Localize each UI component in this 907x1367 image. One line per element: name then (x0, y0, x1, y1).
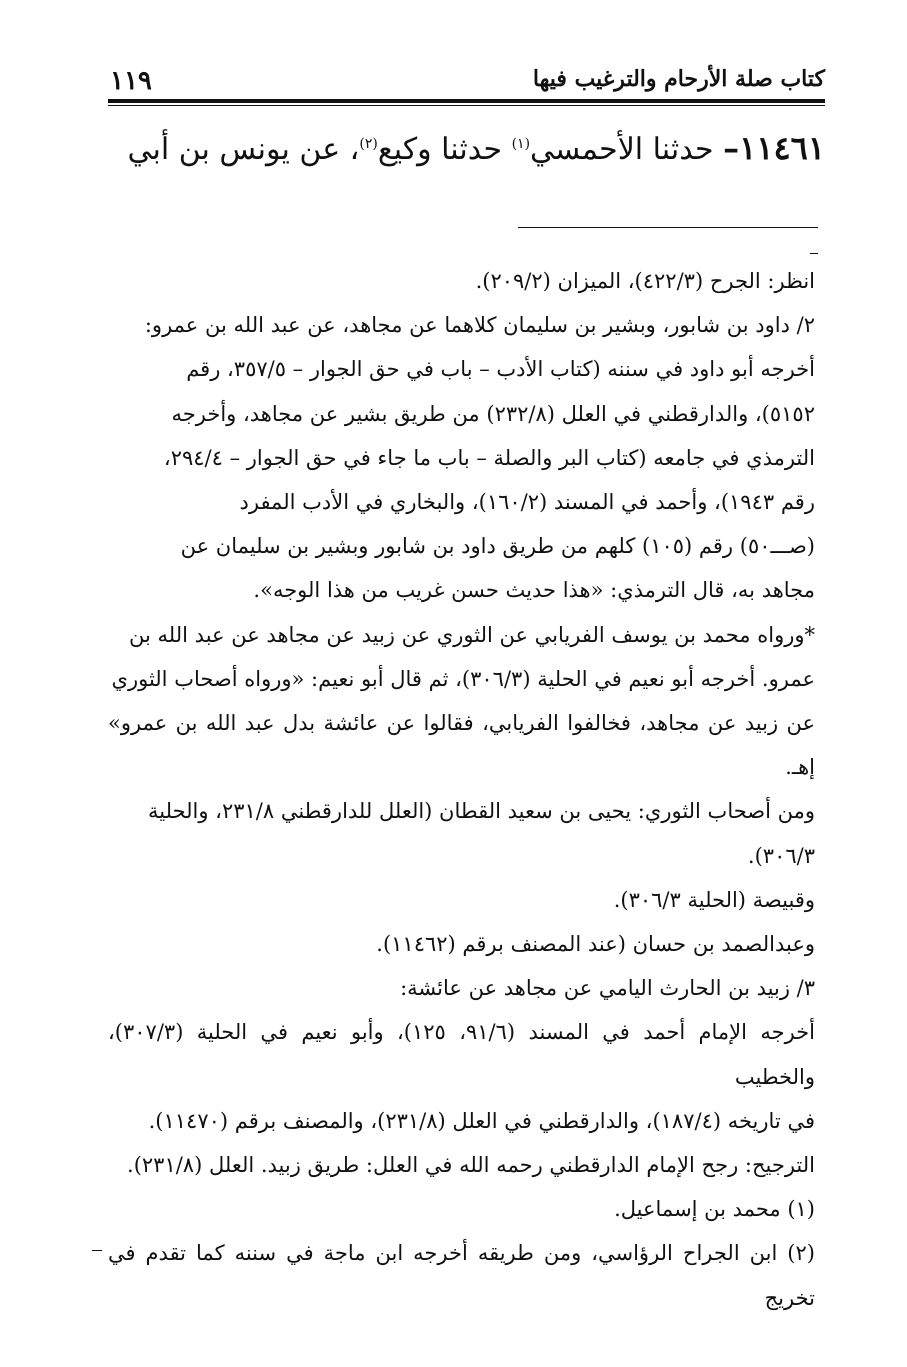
hadith-text-part2: حدثنا وكيع (377, 132, 503, 167)
footnote-line: الترجيح: رجح الإمام الدارقطني رحمه الله في العلل: طريق زبيد. العلل (٢٣١/٨). (127, 1153, 815, 1178)
footnote-line: رقم ١٩٤٣)، وأحمد في المسند (١٦٠/٢)، والبخاري في الأدب المفرد (239, 490, 815, 515)
margin-mark (92, 1250, 102, 1251)
footnote-line: (صـــ٥٠) رقم (١٠٥) كلهم من طريق داود بن شابور وبشير بن سليمان عن (180, 534, 815, 559)
header-rule (108, 99, 825, 103)
footnote-line: مجاهد به، قال الترمذي: «هذا حديث حسن غريب من هذا الوجه». (253, 578, 815, 603)
footnote-line: أخرجه الإمام أحمد في المسند (٩١/٦، ١٢٥)، وأبو نعيم في الحلية (٣٠٧/٣)، والخطيب (108, 1020, 815, 1089)
footnote-ref-1: (١) (511, 136, 531, 152)
footnote-line: الترمذي في جامعه (كتاب البر والصلة – باب ما جاء في حق الجوار – ٢٩٤/٤، (163, 445, 815, 470)
footnote-line: (٢) ابن الجراح الرؤاسي، ومن طريقه أخرجه ابن ماجة في سننه كما تقدم في تخريج (108, 1241, 815, 1310)
hadith-number: ١١٤٦١– (723, 129, 825, 167)
running-header (110, 66, 825, 98)
hadith-text-part1: حدثنا الأحمسي (530, 132, 714, 167)
running-title: كتاب صلة الأرحام والترغيب فيها (532, 66, 825, 92)
page-number: ١١٩ (110, 66, 152, 96)
footnote-line: عمرو. أخرجه أبو نعيم في الحلية (٣٠٦/٣)، ثم قال أبو نعيم: «ورواه أصحاب الثوري (111, 666, 815, 691)
footnote-separator (518, 227, 818, 228)
hadith-text-part3: ، عن يونس بن أبي (127, 132, 360, 167)
footnote-line: ٥١٥٢)، والدارقطني في العلل (٢٣٢/٨) من طريق بشير عن مجاهد، وأخرجه (171, 401, 815, 426)
footnotes (108, 259, 815, 1320)
hadith-text (125, 120, 825, 174)
margin-mark (810, 253, 818, 254)
footnote-line: ٢/ داود بن شابور، وبشير بن سليمان كلاهما عن مجاهد، عن عبد الله بن عمرو: (144, 313, 815, 338)
footnote-line: ٣٠٦/٣). (747, 843, 815, 868)
footnote-line: في تاريخه (١٨٧/٤)، والدارقطني في العلل (٢٣١/٨)، والمصنف برقم (١١٤٧٠). (148, 1108, 815, 1133)
footnote-line: (١) محمد بن إسماعيل. (614, 1197, 815, 1222)
footnote-line: عن زبيد عن مجاهد، فخالفوا الفريابي، فقالوا عن عائشة بدل عبد الله بن عمرو» إهـ. (108, 711, 815, 780)
footnote-line: وقبيصة (الحلية ٣٠٦/٣). (613, 887, 815, 912)
footnote-ref-2: (٢) (359, 136, 378, 152)
footnote-line: وعبدالصمد بن حسان (عند المصنف برقم (١١٤٦٢). (376, 932, 815, 957)
footnote-line: انظر: الجرح (٤٢٢/٣)، الميزان (٢٠٩/٢). (475, 269, 815, 293)
header-rule-thin (108, 105, 825, 106)
footnote-line: ٣/ زبيد بن الحارث اليامي عن مجاهد عن عائشة: (400, 976, 815, 1001)
footnote-line: *ورواه محمد بن يوسف الفريابي عن الثوري عن زبيد عن مجاهد عن عبد الله بن (129, 622, 815, 647)
footnote-line: أخرجه أبو داود في سننه (كتاب الأدب – باب في حق الجوار – ٣٥٧/٥، رقم (186, 357, 815, 382)
footnote-line: ومن أصحاب الثوري: يحيى بن سعيد القطان (العلل للدارقطني ٢٣١/٨، والحلية (148, 799, 815, 824)
